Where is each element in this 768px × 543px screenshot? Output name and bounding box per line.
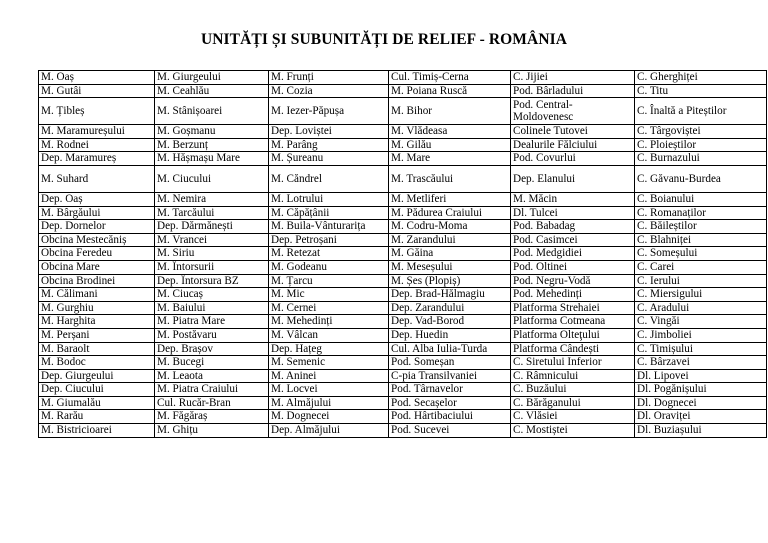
table-cell: M. Metliferi: [389, 192, 511, 206]
table-row: [39, 424, 767, 438]
table-cell: M. Ciucaș: [155, 288, 269, 302]
table-cell: M. Țarcu: [269, 274, 389, 288]
table-cell: M. Godeanu: [269, 260, 389, 274]
table-row: [39, 274, 767, 288]
table-cell: M. Maramureșului: [39, 125, 155, 139]
table-cell: C. Burnazului: [635, 152, 767, 166]
table-cell: C. Siretului Inferior: [511, 356, 635, 370]
table-cell: M. Ceahlău: [155, 84, 269, 98]
table-cell: C. Vingăi: [635, 315, 767, 329]
table-cell: M. Lotrului: [269, 192, 389, 206]
table-cell: M. Ciucului: [155, 165, 269, 192]
table-cell: C. Găvanu-Burdea: [635, 165, 767, 192]
table-cell: M. Parâng: [269, 138, 389, 152]
table-row: [39, 192, 767, 206]
table-cell: Obcina Mare: [39, 260, 155, 274]
table-cell: M. Bucegi: [155, 356, 269, 370]
table-cell: Dl. Pogănișului: [635, 383, 767, 397]
table-cell: C. Ierului: [635, 274, 767, 288]
table-cell: M. Măcin: [511, 192, 635, 206]
table-cell: Obcina Brodinei: [39, 274, 155, 288]
table-cell: Dl. Tulcei: [511, 206, 635, 220]
table-cell: C. Mostiștei: [511, 424, 635, 438]
table-cell: M. Dognecei: [269, 410, 389, 424]
table-cell: M. Cozia: [269, 84, 389, 98]
table-cell: Dl. Dognecei: [635, 396, 767, 410]
table-cell: Platforma Cândești: [511, 342, 635, 356]
table-cell: C. Bărăganului: [511, 396, 635, 410]
table-cell: M. Gurghiu: [39, 301, 155, 315]
table-cell: Pod. Covurlui: [511, 152, 635, 166]
table-cell: M. Suhard: [39, 165, 155, 192]
table-cell: Pod. Oltinei: [511, 260, 635, 274]
table-cell: Dep. Maramureș: [39, 152, 155, 166]
table-cell: C. Înaltă a Piteștilor: [635, 98, 767, 125]
table-cell: Colinele Tutovei: [511, 125, 635, 139]
table-cell: M. Harghita: [39, 315, 155, 329]
table-cell: M. Pădurea Craiului: [389, 206, 511, 220]
table-cell: C. Gherghiței: [635, 71, 767, 85]
table-cell: M. Piatra Mare: [155, 315, 269, 329]
table-cell: M. Șureanu: [269, 152, 389, 166]
table-cell: C. Jimboliei: [635, 328, 767, 342]
table-cell: Dep. Almăjului: [269, 424, 389, 438]
table-cell: Dep. Hațeg: [269, 342, 389, 356]
table-cell: Dep. Huedin: [389, 328, 511, 342]
table-cell: Pod. Babadag: [511, 220, 635, 234]
table-cell: M. Berzunț: [155, 138, 269, 152]
table-cell: M. Căndrel: [269, 165, 389, 192]
table-row: [39, 383, 767, 397]
table-cell: M. Postăvaru: [155, 328, 269, 342]
table-cell: Cul. Timiș-Cerna: [389, 71, 511, 85]
table-row: [39, 301, 767, 315]
table-cell: Dep. Elanului: [511, 165, 635, 192]
table-cell: M. Bodoc: [39, 356, 155, 370]
table-cell: M. Poiana Ruscă: [389, 84, 511, 98]
table-row: [39, 288, 767, 302]
table-cell: C. Bârzavei: [635, 356, 767, 370]
table-cell: M. Retezat: [269, 247, 389, 261]
table-cell: C. Carei: [635, 260, 767, 274]
table-cell: M. Tarcăului: [155, 206, 269, 220]
table-cell: M. Frunți: [269, 71, 389, 85]
table-cell: C. Buzăului: [511, 383, 635, 397]
table-cell: Platforma Cotmeana: [511, 315, 635, 329]
table-row: [39, 396, 767, 410]
table-cell: Pod. Someșan: [389, 356, 511, 370]
table-cell: M. Siriu: [155, 247, 269, 261]
table-cell: M. Bistricioarei: [39, 424, 155, 438]
table-cell: M. Giurgeului: [155, 71, 269, 85]
table-cell: M. Mare: [389, 152, 511, 166]
table-cell: M. Locvei: [269, 383, 389, 397]
table-cell: C. Boianului: [635, 192, 767, 206]
table-cell: Dep. Brașov: [155, 342, 269, 356]
table-row: [39, 84, 767, 98]
table-cell: M. Giumalău: [39, 396, 155, 410]
table-cell: M. Vlădeasa: [389, 125, 511, 139]
table-cell: M. Baiului: [155, 301, 269, 315]
table-cell: Dl. Lipovei: [635, 369, 767, 383]
table-cell: Platforma Olteţului: [511, 328, 635, 342]
table-row: [39, 328, 767, 342]
table-cell: M. Căpățânii: [269, 206, 389, 220]
table-cell: M. Baraolt: [39, 342, 155, 356]
table-cell: M. Meseșului: [389, 260, 511, 274]
table-row: [39, 247, 767, 261]
table-row: [39, 356, 767, 370]
table-row: [39, 220, 767, 234]
table-cell: C. Băileștilor: [635, 220, 767, 234]
table-cell: Dl. Oraviței: [635, 410, 767, 424]
table-cell: C. Someșului: [635, 247, 767, 261]
table-cell: M. Călimani: [39, 288, 155, 302]
table-cell: Cul. Rucăr-Bran: [155, 396, 269, 410]
table-cell: Dl. Buziașului: [635, 424, 767, 438]
table-cell: C. Timișului: [635, 342, 767, 356]
table-cell: C. Jijiei: [511, 71, 635, 85]
table-cell: M. Mehedinți: [269, 315, 389, 329]
table-cell: Dep. Dărmănești: [155, 220, 269, 234]
table-row: [39, 98, 767, 125]
table-cell: Obcina Mestecăniș: [39, 233, 155, 247]
table-cell: M. Mic: [269, 288, 389, 302]
table-row: [39, 369, 767, 383]
table-row: [39, 315, 767, 329]
table-cell: C. Blahniței: [635, 233, 767, 247]
table-cell: Platforma Strehaiei: [511, 301, 635, 315]
table-cell: Dep. Zarandului: [389, 301, 511, 315]
table-cell: M. Bihor: [389, 98, 511, 125]
table-row: [39, 206, 767, 220]
table-cell: Pod. Secașelor: [389, 396, 511, 410]
table-cell: Pod. Casimcei: [511, 233, 635, 247]
table-cell: M. Vâlcan: [269, 328, 389, 342]
table-cell: Pod. Mehedinți: [511, 288, 635, 302]
table-cell: Pod. Bârladului: [511, 84, 635, 98]
table-cell: M. Rarău: [39, 410, 155, 424]
table-cell: M. Bârgăului: [39, 206, 155, 220]
table-cell: M. Goșmanu: [155, 125, 269, 139]
table-cell: Dep. Ciucului: [39, 383, 155, 397]
table-cell: M. Vrancei: [155, 233, 269, 247]
table-cell: M. Rodnei: [39, 138, 155, 152]
table-row: [39, 233, 767, 247]
table-cell: M. Almăjului: [269, 396, 389, 410]
table-cell: M. Țibleș: [39, 98, 155, 125]
table-cell: Obcina Feredeu: [39, 247, 155, 261]
table-row: [39, 138, 767, 152]
table-cell: Pod. Negru-Vodă: [511, 274, 635, 288]
table-cell: M. Întorsurii: [155, 260, 269, 274]
table-cell: Dep. Loviștei: [269, 125, 389, 139]
table-cell: M. Buila-Vânturarița: [269, 220, 389, 234]
table-cell: C. Târgoviștei: [635, 125, 767, 139]
table-cell: Dep. Brad-Hălmagiu: [389, 288, 511, 302]
table-cell: M. Șes (Plopiș): [389, 274, 511, 288]
table-cell: M. Gilău: [389, 138, 511, 152]
table-cell: M. Trascăului: [389, 165, 511, 192]
table-cell: Pod. Medgidiei: [511, 247, 635, 261]
table-cell: C. Aradului: [635, 301, 767, 315]
table-cell: C-pia Transilvaniei: [389, 369, 511, 383]
table-row: [39, 125, 767, 139]
table-row: [39, 410, 767, 424]
table-cell: Dep. Giurgeului: [39, 369, 155, 383]
table-cell: M. Leaota: [155, 369, 269, 383]
table-cell: M. Gutâi: [39, 84, 155, 98]
table-cell: Cul. Alba Iulia-Turda: [389, 342, 511, 356]
table-cell: C. Ploieștilor: [635, 138, 767, 152]
relief-units-table: [38, 70, 767, 438]
table-row: [39, 71, 767, 85]
table-cell: Pod. Târnavelor: [389, 383, 511, 397]
table-row: [39, 342, 767, 356]
table-cell: M. Găina: [389, 247, 511, 261]
table-cell: C. Titu: [635, 84, 767, 98]
table-cell: C. Vlăsiei: [511, 410, 635, 424]
page-title: UNITĂȚI ȘI SUBUNITĂȚI DE RELIEF - ROMÂNIA: [200, 31, 568, 48]
table-cell: C. Romanaților: [635, 206, 767, 220]
table-cell: Dep. Întorsura BZ: [155, 274, 269, 288]
table-cell: Pod. Hârtibaciului: [389, 410, 511, 424]
table-row: [39, 165, 767, 192]
table-cell: M. Piatra Craiului: [155, 383, 269, 397]
table-cell: M. Semenic: [269, 356, 389, 370]
table-cell: Dep. Vad-Borod: [389, 315, 511, 329]
table-cell: Dealurile Fălciului: [511, 138, 635, 152]
table-row: [39, 260, 767, 274]
table-cell: M. Oaș: [39, 71, 155, 85]
table-cell: M. Perșani: [39, 328, 155, 342]
table-cell: M. Hășmașu Mare: [155, 152, 269, 166]
table-cell: M. Făgăraș: [155, 410, 269, 424]
table-cell: M. Stânișoarei: [155, 98, 269, 125]
table-cell: M. Iezer-Păpușa: [269, 98, 389, 125]
table-cell: M. Aninei: [269, 369, 389, 383]
table-cell: M. Nemira: [155, 192, 269, 206]
table-cell: Pod. Sucevei: [389, 424, 511, 438]
table-row: [39, 152, 767, 166]
table-cell: Dep. Petroșani: [269, 233, 389, 247]
table-cell: Pod. Central-Moldovenesc: [511, 98, 635, 125]
table-cell: M. Zarandului: [389, 233, 511, 247]
table-cell: Dep. Oaș: [39, 192, 155, 206]
table-cell: M. Codru-Moma: [389, 220, 511, 234]
table-cell: M. Cernei: [269, 301, 389, 315]
table-cell: M. Ghițu: [155, 424, 269, 438]
table-cell: C. Râmnicului: [511, 369, 635, 383]
table-cell: C. Miersigului: [635, 288, 767, 302]
table-cell: Dep. Dornelor: [39, 220, 155, 234]
